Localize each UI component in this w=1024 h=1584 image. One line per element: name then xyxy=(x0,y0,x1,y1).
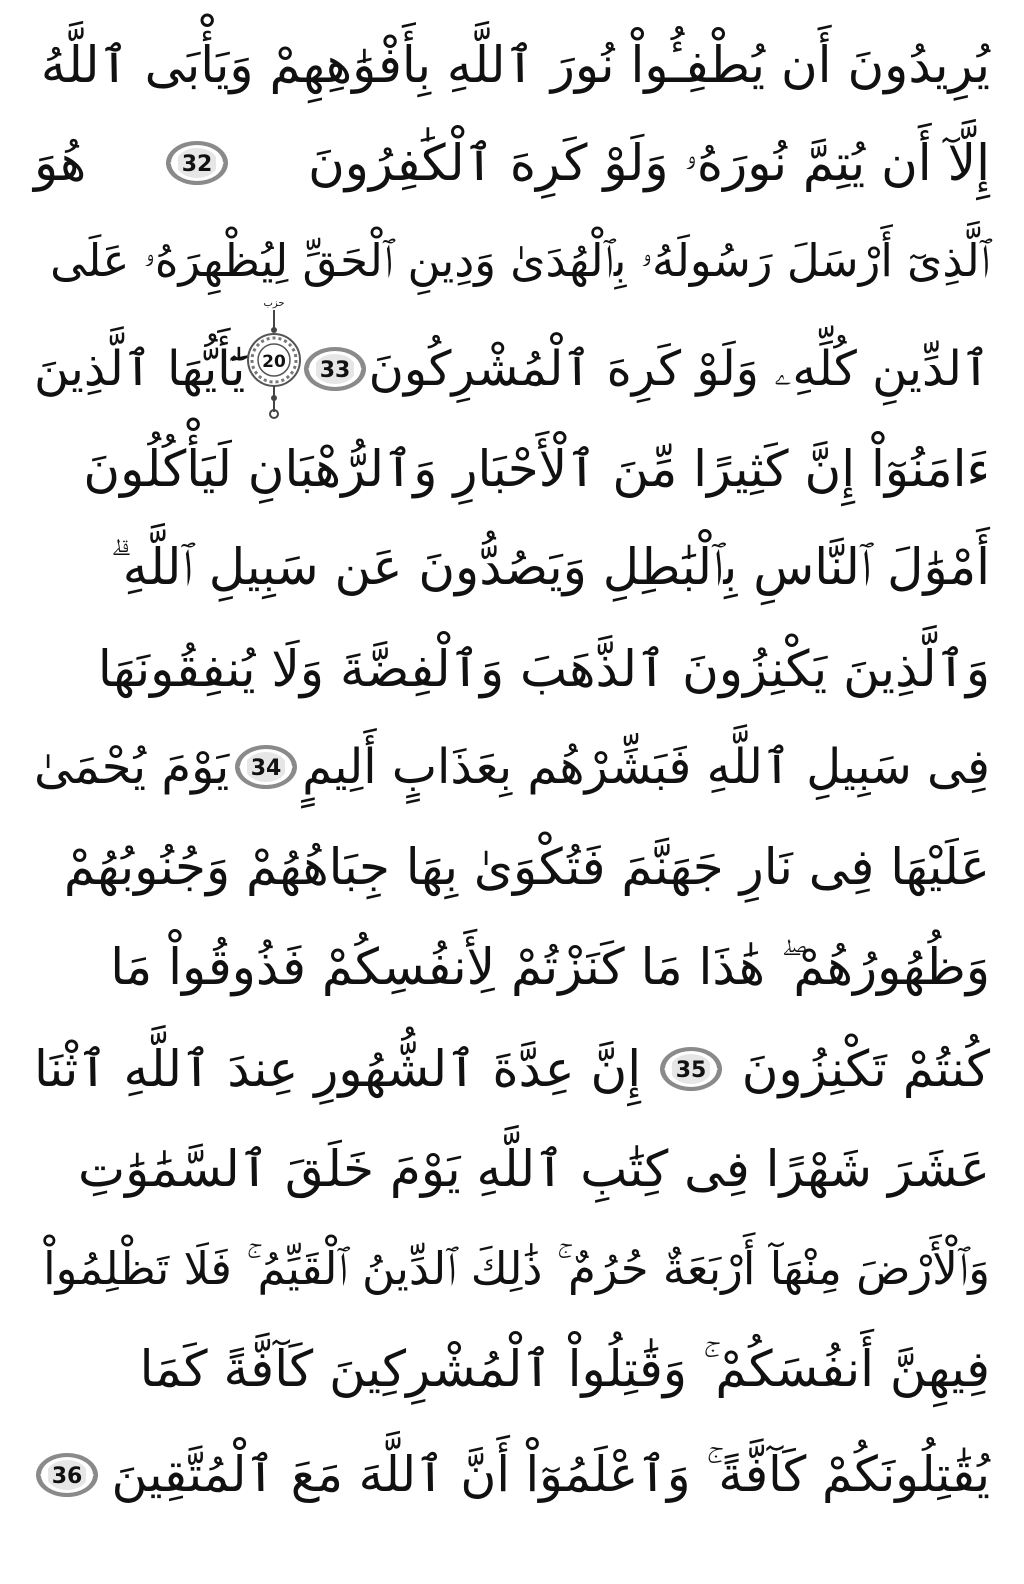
verse-text: ٱلدِّينِ كُلِّهِۦ وَلَوْ كَرِهَ ٱلْمُشْرِكُونَ xyxy=(368,341,990,397)
verse-text: وَظُهُورُهُمْ ۖ هَٰذَا مَا كَنَزْتُمْ لِأَنفُسِكُمْ فَذُوقُواْ مَا xyxy=(110,938,990,996)
verse-line-10 xyxy=(34,922,990,1012)
ayah-number: 32 xyxy=(181,152,213,177)
verse-line-2 xyxy=(34,118,990,208)
verse-text: يَٰٓأَيُّهَا ٱلَّذِينَ xyxy=(34,341,246,397)
verse-text: إِنَّ عِدَّةَ ٱلشُّهُورِ عِندَ ٱللَّهِ ٱثْنَا xyxy=(34,1040,642,1098)
ayah-number: 33 xyxy=(319,358,351,383)
ayah-marker-32 xyxy=(164,136,230,190)
verse-line-7 xyxy=(34,624,990,714)
verse-text: يَوْمَ يُحْمَىٰ xyxy=(34,739,230,795)
ayah-number: 35 xyxy=(676,1058,707,1083)
verse-text: فِى سَبِيلِ ٱللَّهِ فَبَشِّرْهُم بِعَذَابٍ أَلِيمٍ xyxy=(302,739,990,795)
verse-line-14 xyxy=(34,1324,990,1414)
verse-line-5 xyxy=(34,424,990,514)
verse-text: عَشَرَ شَهْرًا فِى كِتَٰبِ ٱللَّهِ يَوْمَ خَلَقَ ٱلسَّمَٰوَٰتِ xyxy=(78,1140,990,1198)
verse-line-4 xyxy=(34,298,990,414)
verse-text: هُوَ xyxy=(34,134,87,192)
verse-line-11 xyxy=(34,1024,990,1114)
verse-text: وَٱلْأَرْضَ مِنْهَآ أَرْبَعَةٌ حُرُمٌ ۚ ذَٰلِكَ ٱلدِّينُ ٱلْقَيِّمُ ۚ فَلَا تَظْلِمُواْ xyxy=(43,1242,990,1295)
verse-text: عَلَيْهَا فِى نَارِ جَهَنَّمَ فَتُكْوَىٰ بِهَا جِبَاهُهُمْ وَجُنُوبُهُمْ xyxy=(63,838,990,896)
verse-line-15 xyxy=(34,1430,990,1520)
verse-line-9 xyxy=(34,822,990,912)
ayah-marker-34 xyxy=(233,740,299,794)
ayah-number: 36 xyxy=(51,1464,83,1489)
verse-text: أَمْوَٰلَ ٱلنَّاسِ بِٱلْبَٰطِلِ وَيَصُدُّونَ عَن سَبِيلِ ٱللَّهِ ۗ xyxy=(110,538,990,596)
verse-text: ءَامَنُوٓاْ إِنَّ كَثِيرًا مِّنَ ٱلْأَحْبَارِ وَٱلرُّهْبَانِ لَيَأْكُلُونَ xyxy=(83,440,990,498)
hizb-label: حزب xyxy=(263,298,285,309)
verse-line-13 xyxy=(34,1224,990,1314)
verse-line-12 xyxy=(34,1124,990,1214)
verse-text: ٱلَّذِىٓ أَرْسَلَ رَسُولَهُۥ بِٱلْهُدَىٰ وَدِينِ ٱلْحَقِّ لِيُظْهِرَهُۥ عَلَى xyxy=(50,234,990,287)
verse-line-6 xyxy=(34,522,990,612)
verse-text: وَٱلَّذِينَ يَكْنِزُونَ ٱلذَّهَبَ وَٱلْفِضَّةَ وَلَا يُنفِقُونَهَا xyxy=(97,640,990,698)
verse-text: يُقَٰتِلُونَكُمْ كَآفَّةً ۚ وَٱعْلَمُوٓاْ أَنَّ ٱللَّهَ مَعَ ٱلْمُتَّقِينَ xyxy=(111,1446,990,1503)
verse-text: فِيهِنَّ أَنفُسَكُمْ ۚ وَقَٰتِلُواْ ٱلْمُشْرِكِينَ كَآفَّةً كَمَا xyxy=(139,1340,990,1398)
verse-line-1 xyxy=(34,20,990,110)
verse-text: إِلَّآ أَن يُتِمَّ نُورَهُۥ وَلَوْ كَرِهَ ٱلْكَٰفِرُونَ xyxy=(308,134,990,192)
ayah-marker-36 xyxy=(34,1448,100,1502)
hizb-number: 20 xyxy=(261,352,286,372)
ayah-marker-35 xyxy=(658,1042,724,1096)
ayah-number: 34 xyxy=(250,756,282,781)
verse-text: كُنتُمْ تَكْنِزُونَ xyxy=(741,1040,990,1098)
verse-text: يُرِيدُونَ أَن يُطْفِـُٔواْ نُورَ ٱللَّهِ بِأَفْوَٰهِهِمْ وَيَأْبَى ٱللَّهُ xyxy=(40,36,990,94)
verse-line-8 xyxy=(34,722,990,812)
hizb-ornament-icon xyxy=(246,294,302,424)
verse-line-3 xyxy=(34,216,990,306)
ayah-marker-33 xyxy=(302,342,368,396)
